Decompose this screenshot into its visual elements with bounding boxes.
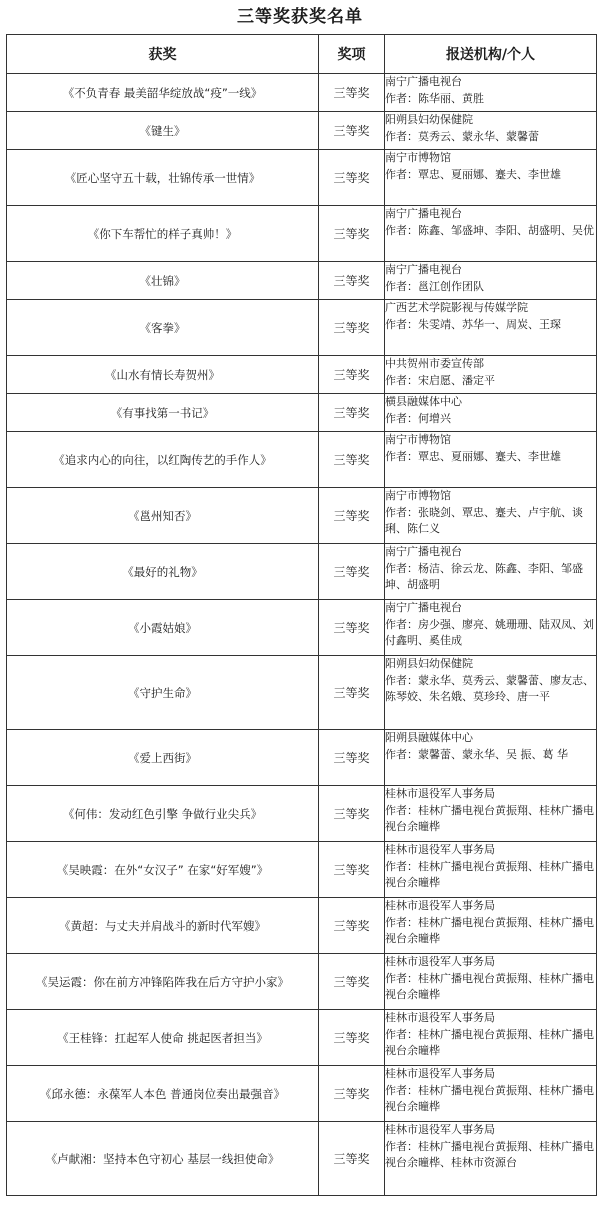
prize-level: 三等奖: [319, 112, 385, 150]
awards-table: [6, 34, 597, 1196]
page-title: 三等奖获奖名单: [237, 7, 363, 27]
table-row: [7, 74, 597, 112]
submitting-organization: 横县融媒体中心: [385, 395, 462, 408]
submitting-organization: 中共贺州市委宣传部: [385, 357, 484, 370]
submitter-cell: [385, 488, 597, 544]
work-title: 《客拳》: [7, 300, 319, 356]
submitter-cell: [385, 1066, 597, 1122]
submitting-organization: 南宁市博物馆: [385, 433, 451, 446]
submitting-organization: 广西艺术学院影视与传媒学院: [385, 301, 528, 314]
submitting-organization: 阳朔县融媒体中心: [385, 731, 473, 744]
submitting-organization: 南宁广播电视台: [385, 75, 462, 88]
work-title: 《壮锦》: [7, 262, 319, 300]
work-title: 《最好的礼物》: [7, 544, 319, 600]
submitter-cell: [385, 112, 597, 150]
prize-level: 三等奖: [319, 206, 385, 262]
authors: 作者：桂林广播电视台黄振翔、桂林广播电视台余曈桦: [385, 803, 594, 834]
table-row: [7, 488, 597, 544]
header-name: 获奖: [7, 35, 319, 74]
submitter-cell: [385, 356, 597, 394]
prize-level: 三等奖: [319, 1010, 385, 1066]
prize-level: 三等奖: [319, 1122, 385, 1196]
authors: 作者：蒙馨蕾、蒙永华、吴 振、葛 华: [385, 747, 568, 761]
prize-level: 三等奖: [319, 730, 385, 786]
authors: 作者：陈鑫、邹盛坤、李阳、胡盛明、吴优: [385, 223, 594, 237]
prize-level: 三等奖: [319, 150, 385, 206]
submitter-cell: [385, 74, 597, 112]
prize-level: 三等奖: [319, 842, 385, 898]
authors: 作者：蒙永华、莫秀云、蒙馨蕾、廖友志、陈琴姣、朱名娥、莫珍玲、唐一平: [385, 673, 594, 704]
work-title: 《守护生命》: [7, 656, 319, 730]
work-title: 《有事找第一书记》: [7, 394, 319, 432]
work-title: 《键生》: [7, 112, 319, 150]
submitter-cell: [385, 394, 597, 432]
work-title: 《追求内心的向往，以红陶传艺的手作人》: [7, 432, 319, 488]
work-title: 《你下车帮忙的样子真帅！》: [7, 206, 319, 262]
submitter-cell: [385, 842, 597, 898]
prize-level: 三等奖: [319, 356, 385, 394]
authors: 作者：覃忠、夏丽娜、蹇夫、李世雄: [385, 449, 561, 463]
prize-level: 三等奖: [319, 488, 385, 544]
submitter-cell: [385, 432, 597, 488]
submitting-organization: 阳朔县妇幼保健院: [385, 113, 473, 126]
prize-level: 三等奖: [319, 74, 385, 112]
authors: 作者：桂林广播电视台黄振翔、桂林广播电视台余曈桦、桂林市资源台: [385, 1139, 594, 1170]
submitter-cell: [385, 1122, 597, 1196]
prize-level: 三等奖: [319, 394, 385, 432]
authors: 作者：陈华丽、黄胜: [385, 91, 484, 105]
submitter-cell: [385, 1010, 597, 1066]
prize-level: 三等奖: [319, 786, 385, 842]
submitter-cell: [385, 300, 597, 356]
submitter-cell: [385, 954, 597, 1010]
work-title: 《王桂锋：扛起军人使命 挑起医者担当》: [7, 1010, 319, 1066]
table-row: [7, 898, 597, 954]
submitting-organization: 南宁市博物馆: [385, 151, 451, 164]
table-row: [7, 206, 597, 262]
table-row: [7, 1010, 597, 1066]
work-title: 《黄超：与丈夫并肩战斗的新时代军嫂》: [7, 898, 319, 954]
prize-level: 三等奖: [319, 1066, 385, 1122]
table-row: [7, 432, 597, 488]
table-row: [7, 600, 597, 656]
work-title: 《邕州知否》: [7, 488, 319, 544]
submitting-organization: 桂林市退役军人事务局: [385, 899, 495, 912]
submitting-organization: 南宁市博物馆: [385, 489, 451, 502]
submitter-cell: [385, 656, 597, 730]
prize-level: 三等奖: [319, 656, 385, 730]
submitter-cell: [385, 544, 597, 600]
authors: 作者：桂林广播电视台黄振翔、桂林广播电视台余曈桦: [385, 859, 594, 890]
table-row: [7, 544, 597, 600]
submitting-organization: 南宁广播电视台: [385, 207, 462, 220]
table-header-row: [7, 35, 597, 74]
authors: 作者：张晓剑、覃忠、蹇夫、卢宇航、谈琍、陈仁义: [385, 505, 583, 536]
table-row: [7, 300, 597, 356]
work-title: 《爱上西街》: [7, 730, 319, 786]
work-title: 《小霞姑娘》: [7, 600, 319, 656]
table-row: [7, 1122, 597, 1196]
work-title: 《卢献湘：坚持本色守初心 基层一线担使命》: [7, 1122, 319, 1196]
submitter-cell: [385, 786, 597, 842]
table-row: [7, 394, 597, 432]
submitter-cell: [385, 262, 597, 300]
submitting-organization: 南宁广播电视台: [385, 601, 462, 614]
submitter-cell: [385, 206, 597, 262]
prize-level: 三等奖: [319, 954, 385, 1010]
work-title: 《匠心坚守五十载，壮锦传承一世情》: [7, 150, 319, 206]
table-row: [7, 786, 597, 842]
submitter-cell: [385, 600, 597, 656]
prize-level: 三等奖: [319, 600, 385, 656]
header-prize: 奖项: [319, 35, 385, 74]
work-title: 《邱永德：永葆军人本色 普通岗位奏出最强音》: [7, 1066, 319, 1122]
work-title: 《不负青春 最美韶华绽放战“疫”一线》: [7, 74, 319, 112]
submitting-organization: 桂林市退役军人事务局: [385, 787, 495, 800]
table-row: [7, 1066, 597, 1122]
submitting-organization: 桂林市退役军人事务局: [385, 955, 495, 968]
table-row: [7, 656, 597, 730]
work-title: 《山水有情长寿贺州》: [7, 356, 319, 394]
authors: 作者：桂林广播电视台黄振翔、桂林广播电视台余曈桦: [385, 915, 594, 946]
work-title: 《何伟：发动红色引擎 争做行业尖兵》: [7, 786, 319, 842]
header-org: 报送机构/个人: [385, 35, 597, 74]
table-row: [7, 356, 597, 394]
authors: 作者：桂林广播电视台黄振翔、桂林广播电视台余曈桦: [385, 971, 594, 1002]
submitter-cell: [385, 150, 597, 206]
authors: 作者：房少强、廖亮、姚珊珊、陆双凤、刘付鑫明、奚佳成: [385, 617, 594, 648]
authors: 作者：何增兴: [385, 411, 451, 425]
prize-level: 三等奖: [319, 898, 385, 954]
authors: 作者：桂林广播电视台黄振翔、桂林广播电视台余曈桦: [385, 1027, 594, 1058]
submitter-cell: [385, 730, 597, 786]
submitter-cell: [385, 898, 597, 954]
authors: 作者：覃忠、夏丽娜、蹇夫、李世雄: [385, 167, 561, 181]
submitting-organization: 桂林市退役军人事务局: [385, 1067, 495, 1080]
work-title: 《吴映霞：在外“女汉子” 在家“好军嫂”》: [7, 842, 319, 898]
submitting-organization: 桂林市退役军人事务局: [385, 1123, 495, 1136]
authors: 作者：桂林广播电视台黄振翔、桂林广播电视台余曈桦: [385, 1083, 594, 1114]
authors: 作者：邕江创作团队: [385, 279, 484, 293]
table-row: [7, 262, 597, 300]
authors: 作者：朱雯靖、苏华一、周炭、王琛: [385, 317, 561, 331]
table-row: [7, 730, 597, 786]
work-title: 《吴运霞：你在前方冲锋陷阵我在后方守护小家》: [7, 954, 319, 1010]
table-row: [7, 112, 597, 150]
table-row: [7, 954, 597, 1010]
table-row: [7, 842, 597, 898]
submitting-organization: 桂林市退役军人事务局: [385, 843, 495, 856]
submitting-organization: 阳朔县妇幼保健院: [385, 657, 473, 670]
authors: 作者：杨洁、徐云龙、陈鑫、李阳、邹盛坤、胡盛明: [385, 561, 583, 592]
authors: 作者：莫秀云、蒙永华、蒙馨蕾: [385, 129, 539, 143]
prize-level: 三等奖: [319, 300, 385, 356]
prize-level: 三等奖: [319, 544, 385, 600]
submitting-organization: 南宁广播电视台: [385, 263, 462, 276]
authors: 作者：宋启愿、潘定平: [385, 373, 495, 387]
submitting-organization: 桂林市退役军人事务局: [385, 1011, 495, 1024]
prize-level: 三等奖: [319, 432, 385, 488]
submitting-organization: 南宁广播电视台: [385, 545, 462, 558]
table-row: [7, 150, 597, 206]
prize-level: 三等奖: [319, 262, 385, 300]
